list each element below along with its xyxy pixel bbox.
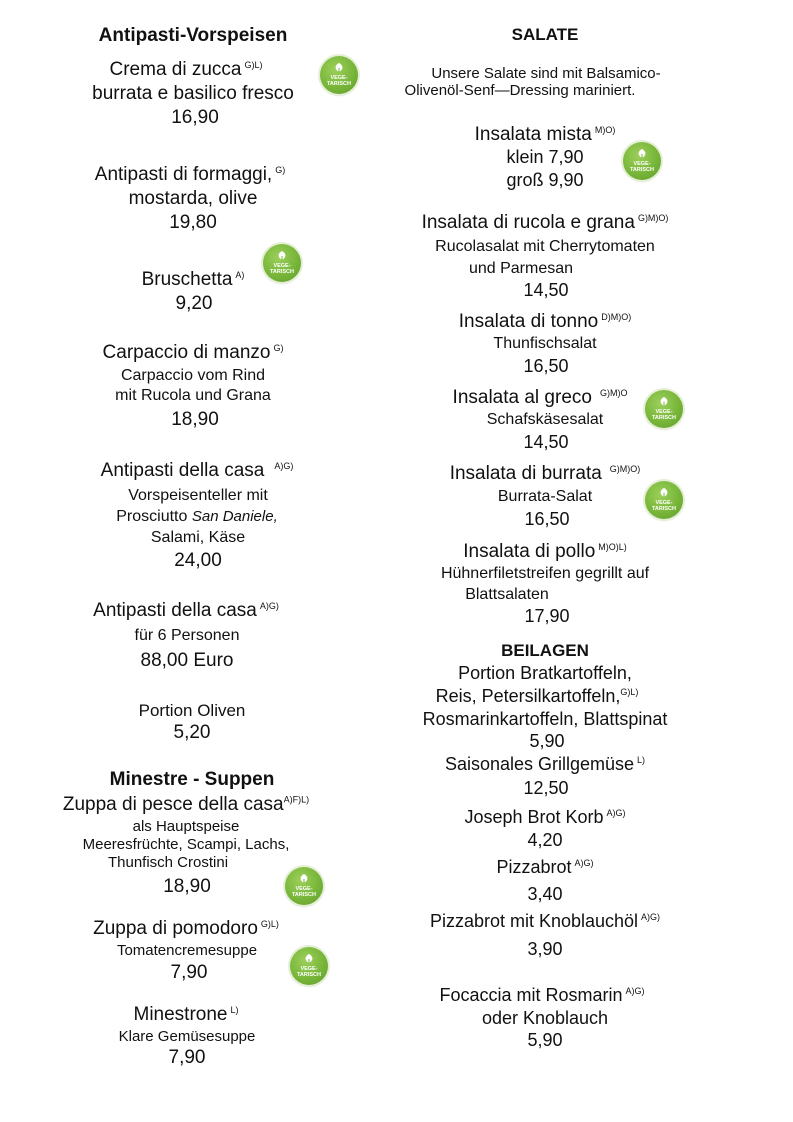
menu-item-description: Hühnerfiletstreifen gegrillt auf (440, 565, 650, 582)
item-title: Insalata di tonno (458, 311, 599, 332)
salate-intro: Unsere Salate sind mit Balsamico- (431, 65, 661, 82)
menu-item-name: Portion Bratkartoffeln, (458, 663, 632, 683)
menu-item-name (103, 342, 284, 364)
allergen-codes: D)M)O) (601, 311, 632, 322)
menu-item-name (459, 311, 631, 333)
menu-item-description: Blattsalaten (465, 586, 549, 603)
menu-item-price: 19,80 (169, 212, 217, 233)
item-title: Zuppa di pomodoro (93, 918, 258, 939)
menu-item-name: Rosmarinkartoffeln, Blattspinat (422, 709, 668, 729)
menu-item-description: für 6 Personen (134, 627, 240, 644)
item-title: Insalata di pollo (463, 541, 596, 562)
menu-item-description: Carpaccio vom Rind (120, 367, 266, 384)
vegetarian-badge (263, 244, 301, 282)
menu-item-price: klein 7,90 (506, 147, 584, 167)
menu-item-description: Tomatencremesuppe (116, 942, 258, 959)
menu-item-name (101, 460, 294, 482)
menu-item-description: Meeresfrüchte, Scampi, Lachs, (82, 836, 290, 853)
menu-item-name (436, 686, 639, 707)
allergen-codes: G) (275, 164, 286, 175)
menu-item-price: 3,90 (527, 939, 563, 959)
menu-item-description: Schafskäsesalat (486, 411, 604, 428)
menu-item-price: 5,90 (527, 1030, 563, 1050)
allergen-codes: G)L) (620, 687, 639, 697)
badge-text-2: TARISCH (296, 972, 322, 978)
menu-item-description: und Parmesan (468, 260, 574, 277)
badge-text-2: TARISCH (651, 506, 677, 512)
badge-text-1: VEGE- (633, 161, 651, 167)
badge-text-1: VEGE- (300, 966, 318, 972)
item-title: Joseph Brot Korb (464, 807, 604, 827)
menu-item-name (133, 1004, 238, 1026)
allergen-codes: L) (637, 755, 646, 765)
salate-intro: Olivenöl-Senf—Dressing mariniert. (404, 82, 636, 99)
menu-item-description: Rucolasalat mit Cherrytomaten (435, 238, 655, 255)
menu-item-name (439, 985, 644, 1006)
menu-item-price: 18,90 (171, 409, 219, 430)
menu-item-description: Burrata-Salat (497, 488, 593, 505)
badge-text-2: TARISCH (629, 167, 655, 173)
badge-text-2: TARISCH (291, 892, 317, 898)
description-text: Prosciutto (116, 508, 188, 525)
item-title: Pizzabrot (496, 857, 572, 877)
menu-item-name (453, 387, 628, 409)
menu-item-name: Portion Oliven (138, 701, 246, 720)
allergen-codes: M)O) (594, 124, 616, 135)
allergen-codes: G)M)O (599, 387, 628, 398)
item-title: Antipasti della casa (93, 600, 257, 621)
vegetarian-badge (645, 481, 683, 519)
allergen-codes: G)L) (244, 59, 263, 70)
leaf-icon (623, 142, 661, 180)
allergen-codes: G)M)O) (637, 212, 669, 223)
menu-item-price: 14,50 (523, 280, 569, 300)
leaf-icon (320, 56, 358, 94)
menu-item-price: 9,20 (175, 293, 213, 314)
allergen-codes: A)G) (641, 912, 661, 922)
menu-item-price: 18,90 (163, 876, 211, 897)
menu-item-description: Thunfisch Crostini (107, 854, 229, 871)
badge-text-1: VEGE- (273, 263, 291, 269)
item-title: Focaccia mit Rosmarin (439, 985, 623, 1005)
menu-item-name-line2: mostarda, olive (128, 188, 258, 209)
badge-text-2: TARISCH (651, 415, 677, 421)
allergen-codes: A)F)L) (283, 794, 310, 805)
badge-text-1: VEGE- (330, 75, 348, 81)
menu-item-price: 24,00 (174, 550, 222, 571)
allergen-codes: A)G) (606, 808, 626, 818)
allergen-codes: G)M)O) (609, 463, 641, 474)
badge-text-2: TARISCH (326, 81, 352, 87)
menu-item-name (450, 463, 641, 485)
item-title: Reis, Petersilkartoffeln, (435, 686, 621, 706)
menu-item-description: Thunfischsalat (493, 335, 597, 352)
menu-item-name (463, 541, 627, 563)
menu-item-name (93, 918, 279, 940)
menu-item-description (116, 508, 278, 526)
item-title: Antipasti della casa (100, 460, 265, 481)
vegetarian-badge (645, 390, 683, 428)
section-heading-salate: SALATE (511, 25, 579, 44)
menu-item-name (93, 600, 279, 622)
menu-item-name (475, 124, 616, 146)
menu-item-name (430, 911, 660, 932)
badge-text-1: VEGE- (655, 409, 673, 415)
menu-item-name (464, 807, 625, 828)
menu-item-price: groß 9,90 (506, 170, 584, 190)
vegetarian-badge (320, 56, 358, 94)
menu-item-name (496, 857, 593, 878)
badge-text-2: TARISCH (269, 269, 295, 275)
menu-item-price: 17,90 (524, 606, 570, 626)
item-title: Insalata mista (474, 124, 592, 145)
item-title: Crema di zucca (109, 59, 242, 80)
menu-item-description: als Hauptspeise (132, 818, 240, 835)
vegetarian-badge (290, 947, 328, 985)
menu-item-description: Klare Gemüsesuppe (118, 1028, 256, 1045)
menu-item-name-line2: oder Knoblauch (481, 1008, 609, 1028)
item-title: Bruschetta (141, 269, 233, 290)
allergen-codes: M)O)L) (598, 541, 627, 552)
menu-item-name (110, 59, 263, 81)
menu-item-price: 5,90 (529, 731, 565, 751)
menu-item-price: 7,90 (168, 1047, 206, 1068)
allergen-codes: A)G) (274, 460, 294, 471)
menu-item-price: 88,00 Euro (140, 650, 234, 671)
vegetarian-badge (623, 142, 661, 180)
badge-text-1: VEGE- (655, 500, 673, 506)
allergen-codes: A)G) (259, 600, 279, 611)
section-heading-beilagen: BEILAGEN (501, 641, 589, 660)
item-title: Zuppa di pesce della casa (62, 794, 284, 815)
vegetarian-badge (285, 867, 323, 905)
item-title: Insalata di burrata (449, 463, 602, 484)
section-heading-suppen: Minestre - Suppen (109, 769, 275, 790)
item-title: Carpaccio di manzo (102, 342, 271, 363)
menu-item-name (63, 794, 309, 816)
menu-item-price: 7,90 (170, 962, 208, 983)
menu-item-price: 16,90 (171, 107, 219, 128)
item-title: Minestrone (133, 1004, 228, 1025)
menu-item-price: 16,50 (524, 509, 570, 529)
menu-item-name (422, 212, 669, 234)
leaf-icon (285, 867, 323, 905)
menu-item-name (445, 754, 645, 775)
menu-item-name-line2: burrata e basilico fresco (92, 83, 294, 104)
item-title: Insalata al greco (452, 387, 592, 408)
allergen-codes: A) (235, 269, 245, 280)
menu-item-price: 5,20 (173, 722, 211, 743)
leaf-icon (645, 481, 683, 519)
allergen-codes: A)G) (574, 858, 594, 868)
menu-item-name (95, 164, 285, 186)
leaf-icon (645, 390, 683, 428)
leaf-icon (263, 244, 301, 282)
allergen-codes: L) (230, 1004, 239, 1015)
menu-item-price: 14,50 (523, 432, 569, 452)
item-title: Pizzabrot mit Knoblauchöl (429, 911, 639, 931)
section-heading-antipasti: Antipasti-Vorspeisen (98, 25, 288, 46)
leaf-icon (290, 947, 328, 985)
menu-item-description: mit Rucola und Grana (115, 387, 271, 404)
item-title: Antipasti di formaggi, (94, 164, 273, 185)
badge-text-1: VEGE- (295, 886, 313, 892)
allergen-codes: G) (273, 342, 284, 353)
menu-item-price: 16,50 (523, 356, 569, 376)
menu-item-price: 3,40 (527, 884, 563, 904)
allergen-codes: G)L) (260, 918, 279, 929)
allergen-codes: A)G) (625, 986, 645, 996)
description-italic: San Daniele, (191, 508, 278, 525)
item-title: Insalata di rucola e grana (421, 212, 635, 233)
menu-item-name (142, 269, 245, 291)
menu-item-price: 12,50 (523, 778, 569, 798)
menu-item-description: Vorspeisenteller mit (128, 487, 268, 504)
menu-item-description: Salami, Käse (150, 529, 246, 546)
menu-item-price: 4,20 (527, 830, 563, 850)
item-title: Saisonales Grillgemüse (444, 754, 635, 774)
